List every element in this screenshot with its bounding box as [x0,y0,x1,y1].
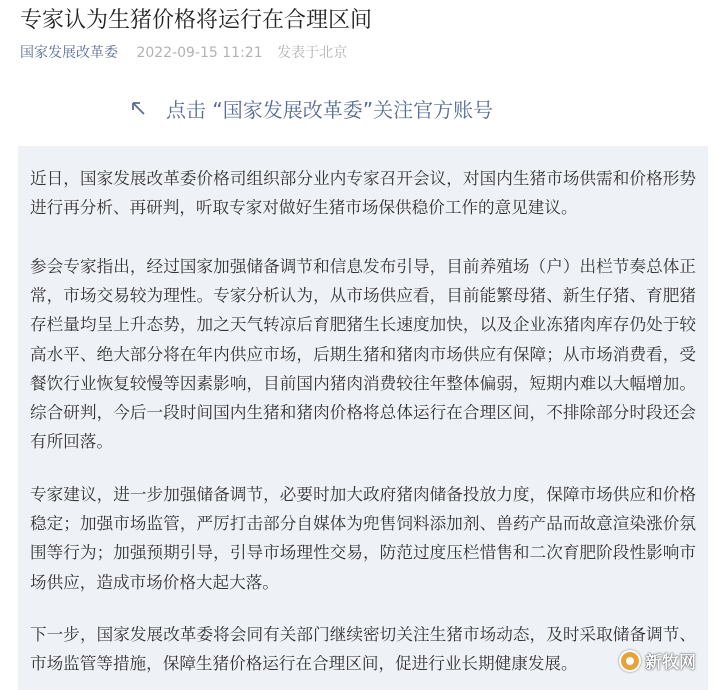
paragraph-1: 近日，国家发展改革委价格司组织部分业内专家召开会议，对国内生猪市场供需和价格形势进行再分析、再研判，听取专家对做好生猪市场保供稳价工作的意见建议。 [30,169,696,218]
arrow-up-left-icon [130,100,146,116]
article-title: 专家认为生猪价格将运行在合理区间 [20,8,373,33]
site-watermark [619,648,696,673]
follow-account-prompt[interactable] [130,94,493,122]
newmu-logo-icon [619,650,641,672]
paragraph-4: 下一步，国家发展改革委将会同有关部门继续密切关注生猪市场动态，及时采取储备调节、市场监管等措施，保障生猪价格运行在合理区间，促进行业长期健康发展。 [30,625,696,674]
publish-location: 发表于北京 [277,45,348,61]
article-meta [20,43,347,63]
paragraph-2: 参会专家指出，经过国家加强储备调节和信息发布引导，目前养殖场（户）出栏节奏总体正常，市场交易较为理性。专家分析认为，从市场供应看，目前能繁母猪、新生仔猪、育肥猪存栏量均呈上升态势，加之天气转凉后育肥猪生长速度加快，以及企业冻猪肉库存仍处于较高水平、绝大部分将在年内供应市场，后期生猪和猪肉市场供应有保障；从市场消费看，受餐饮行业恢复较慢等因素影响，目前国内猪肉消费较往年整体偏弱，短期内难以大幅增加。综合研判，今后一段时间国内生猪和猪肉价格将总体运行在合理区间，不排除部分时段还会有所回落。 [30,257,696,452]
follow-prompt-text: 点击 “国家发展改革委”关注官方账号 [166,97,494,122]
article-body [18,146,708,690]
watermark-text: 新牧网 [645,653,696,673]
paragraph-3: 专家建议，进一步加强储备调节，必要时加大政府猪肉储备投放力度，保障市场供应和价格稳定；加强市场监管，严厉打击部分自媒体为兜售饲料添加剂、兽药产品而故意渲染涨价氛围等行为；加强预期引导，引导市场理性交易，防范过度压栏惜售和二次育肥阶段性影响市场供应，造成市场价格大起大落。 [30,485,696,592]
publish-date: 2022-09-15 11:21 [136,45,263,61]
author-link[interactable]: 国家发展改革委 [20,45,118,61]
